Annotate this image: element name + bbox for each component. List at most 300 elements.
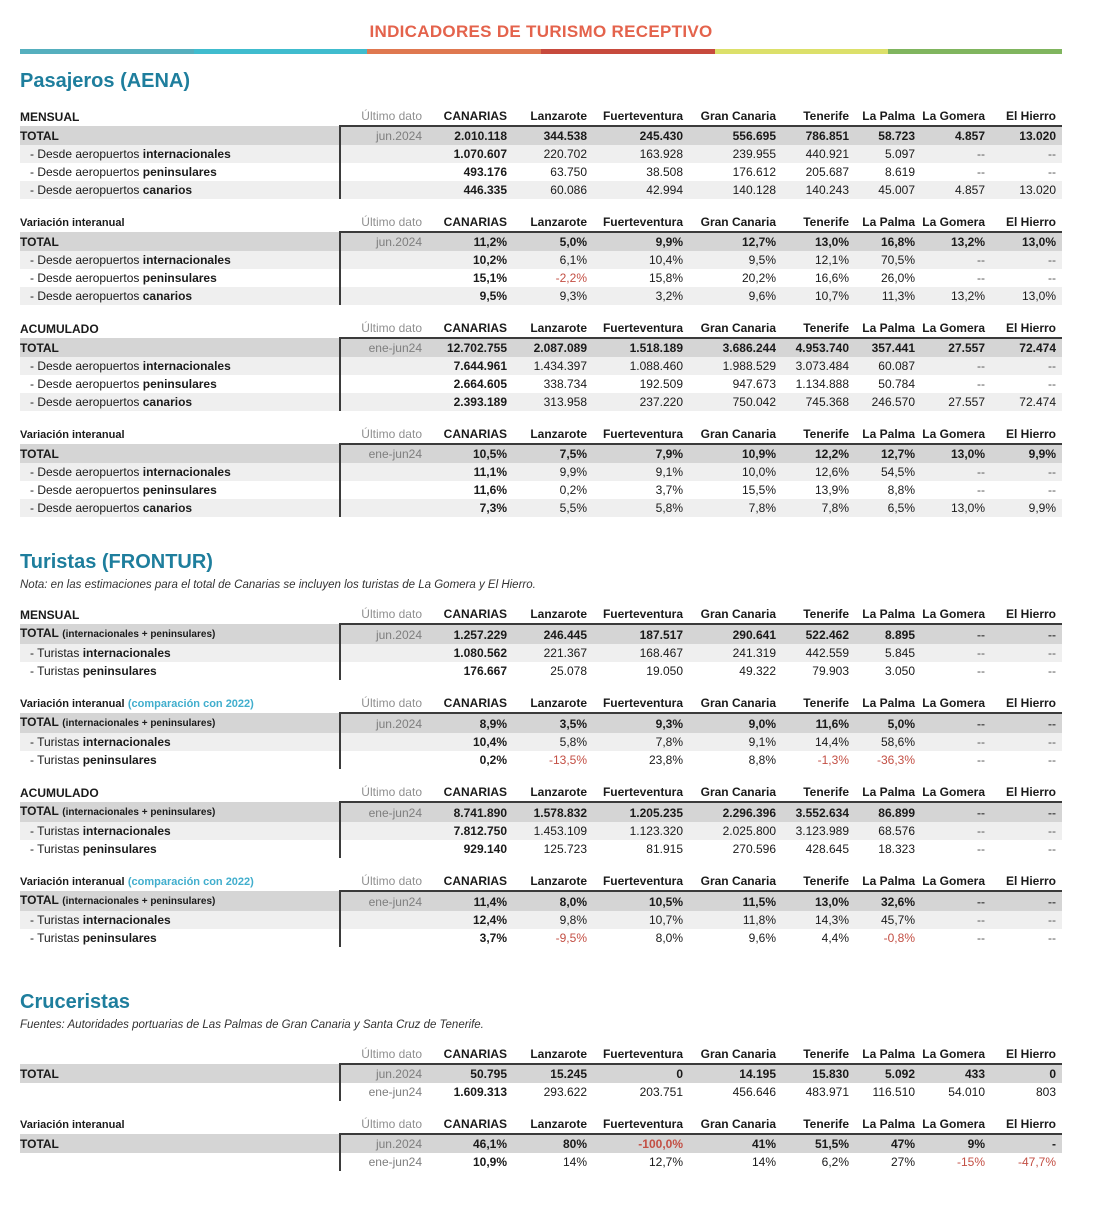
cell-value: 5.092 [884,1067,915,1081]
cell-value: -- [977,805,985,820]
table-section-label [20,872,340,891]
cell-value: 54,5% [880,465,915,479]
cell-value: 7,5% [559,447,587,461]
cell-value: -- [977,735,985,749]
cell-value: -- [1048,165,1056,179]
row-label-main: TOTAL [20,340,59,355]
table-section-label-text: MENSUAL [20,608,80,622]
row-label-prefix: - Desde aeropuertos [30,271,143,285]
cell-value: 11,1% [473,465,507,479]
cell-value: 313.958 [543,395,587,409]
cell-date [340,375,428,393]
section-note-turistas: Nota: en las estimaciones para el total de Canarias se incluyen los turistas de La Gomera y El Hierro. [20,579,536,591]
table-row [20,1064,1062,1083]
cell-value: 3,7% [655,483,683,497]
cell-value: -15% [956,1155,985,1169]
cell-value: 13,0% [950,447,985,461]
column-header: Fuerteventura [593,319,689,338]
column-header: El Hierro [991,872,1062,891]
cell-value: 6,1% [559,253,587,267]
decorative-rule [20,49,1062,54]
section-heading-cruceristas: Cruceristas [20,991,131,1013]
table-section-label [20,694,340,713]
cell-value: -- [1048,271,1056,285]
report-body [20,70,1062,1171]
cell-value: 125.723 [543,842,587,856]
row-label-main: TOTAL [20,446,59,461]
column-header: Gran Canaria [689,425,782,444]
cell-value: 72.474 [1019,341,1056,355]
cell-value: -- [1048,913,1056,927]
row-label [20,357,340,375]
column-header: La Gomera [921,872,991,891]
row-label [20,232,340,251]
cell-value: 13,0% [814,894,849,909]
cell-value: 3.686.244 [722,341,776,355]
cell-value: 556.695 [732,129,776,143]
table-row [20,1153,1062,1171]
row-label-bold: internacionales [82,824,171,838]
cell-value: 9,5% [479,289,507,303]
cell-value: 3,2% [655,289,683,303]
cell-value: 10,2% [472,253,507,267]
cell-value: 237.220 [639,395,683,409]
table-section-label-text: Variación interanual [20,876,125,888]
cell-value: 11,2% [473,235,507,249]
row-label-main: TOTAL [20,234,59,249]
table-row [20,375,1062,393]
table-header-row [20,213,1062,232]
cell-value: -- [977,913,985,927]
cell-value: 15.830 [812,1067,849,1081]
cell-value: 10,7% [814,289,849,303]
cell-value: -0,8% [883,931,915,945]
table-header-row [20,1045,1062,1064]
cell-value: 6,5% [887,501,915,515]
row-label-prefix: - Desde aeropuertos [30,183,143,197]
cell-value: 41% [751,1137,776,1151]
cell-value: 13,0% [950,501,985,515]
row-label-prefix: - Turistas [30,664,83,678]
column-header: Lanzarote [513,872,593,891]
cell-value: 26,0% [880,271,915,285]
table-header-row [20,872,1062,891]
column-header: Fuerteventura [593,213,689,232]
cell-value: 12,4% [472,913,507,927]
row-label-prefix: - Desde aeropuertos [30,253,143,267]
cell-value: 11,4% [473,894,507,909]
cell-value: 6,2% [821,1155,849,1169]
cell-value: 1.080.562 [453,646,507,660]
row-label [20,662,340,680]
cell-value: 9% [967,1137,985,1151]
row-label-bold: canarios [142,289,193,303]
column-header: La Gomera [921,1045,991,1064]
cell-value: 38.508 [646,165,683,179]
row-label-prefix: - Turistas [30,735,83,749]
cell-value: 47% [890,1137,915,1151]
cell-value: -- [1048,627,1056,642]
column-header: La Palma [855,605,921,624]
row-label [20,126,340,145]
section-heading-turistas: Turistas (FRONTUR) [20,551,213,573]
column-header: Lanzarote [513,1045,593,1064]
cell-value: 9,8% [559,913,587,927]
cell-value: 9,9% [559,465,587,479]
column-header: Fuerteventura [593,107,689,126]
row-label-prefix: - Desde aeropuertos [30,359,143,373]
table-row [20,357,1062,375]
column-header: La Gomera [921,213,991,232]
column-header: Fuerteventura [593,694,689,713]
cell-value: 239.955 [732,147,776,161]
cell-value: 3.073.484 [795,359,849,373]
cell-value: 176.612 [732,165,776,179]
cell-date [340,181,428,199]
column-header: Último dato [340,107,428,126]
cell-value: -- [1048,483,1056,497]
cell-date: jun.2024 [340,1134,428,1153]
report-table [20,872,1062,947]
cell-value: 10,5% [472,447,507,461]
column-header: Lanzarote [513,319,593,338]
row-label-suffix: (internacionales + peninsulares) [62,629,216,640]
cell-date: ene-jun24 [340,891,428,911]
column-header: CANARIAS [428,605,513,624]
cell-value: 446.335 [463,183,507,197]
cell-value: 15.245 [550,1067,587,1081]
cell-value: -- [1048,147,1056,161]
cell-value: 9,6% [748,931,776,945]
column-header: El Hierro [991,694,1062,713]
cell-value: 433 [964,1067,985,1081]
cell-value: 440.921 [805,147,849,161]
report-table [20,1115,1062,1171]
row-label [20,269,340,287]
column-header: Fuerteventura [593,1115,689,1134]
column-header: Fuerteventura [593,872,689,891]
table-row [20,840,1062,858]
cell-date [340,287,428,305]
cell-value: 456.646 [732,1085,776,1099]
cell-value: 293.622 [543,1085,587,1099]
cell-value: 79.903 [812,664,849,678]
cell-value: -- [1048,664,1056,678]
cell-value: -- [1048,359,1056,373]
row-label-bold: peninsulares [142,165,217,179]
cell-value: -1,3% [817,753,849,767]
cell-value: 8,0% [559,894,587,909]
cell-value: -- [977,664,985,678]
comparison-note: (comparación con 2022) [127,698,254,710]
cell-value: 72.474 [1019,395,1056,409]
row-label-prefix: - Desde aeropuertos [30,147,143,161]
cell-date: jun.2024 [340,624,428,644]
table-row [20,713,1062,733]
cell-date: ene-jun24 [340,802,428,822]
cell-value: 20,2% [741,271,776,285]
row-label-main: TOTAL [20,1066,59,1081]
column-header: CANARIAS [428,213,513,232]
row-label-bold: canarios [142,183,193,197]
table-section-label [20,783,340,802]
table-row [20,1083,1062,1101]
cell-value: 5.845 [884,646,915,660]
column-header: La Palma [855,107,921,126]
row-label [20,145,340,163]
column-header: Lanzarote [513,1115,593,1134]
cell-value: 483.971 [805,1085,849,1099]
table-row [20,393,1062,411]
row-label-suffix: (internacionales + peninsulares) [62,896,216,907]
column-header: El Hierro [991,107,1062,126]
cell-date [340,357,428,375]
table-row [20,1134,1062,1153]
cell-value: 13.020 [1019,129,1056,143]
cell-value: 12.702.755 [446,341,507,355]
cell-value: 13,0% [1021,235,1056,249]
cell-value: 7.644.961 [453,359,507,373]
section-cruceristas [20,991,1062,1171]
row-label-bold: peninsulares [142,377,217,391]
row-label [20,481,340,499]
table-row [20,499,1062,517]
cell-value: 60.086 [550,183,587,197]
cell-value: 14.195 [739,1067,776,1081]
column-header: Tenerife [782,107,855,126]
section-heading-pasajeros: Pasajeros (AENA) [20,70,191,92]
report-header [20,22,1062,54]
row-label-bold: canarios [142,501,193,515]
cell-value: 27.557 [948,395,985,409]
row-label-bold: internacionales [82,735,171,749]
cell-value: 80% [562,1137,587,1151]
cell-value: 3.050 [884,664,915,678]
cell-value: -- [1048,753,1056,767]
cell-value: 246.570 [871,395,915,409]
cell-value: 16,6% [814,271,849,285]
cell-value: 290.641 [732,627,776,642]
rule-segment [888,49,1062,54]
row-label [20,891,340,911]
cell-value: -- [977,165,985,179]
cell-value: 803 [1035,1085,1056,1099]
row-label [20,822,340,840]
cell-value: -- [1048,894,1056,909]
cell-value: 45,7% [880,913,915,927]
row-label [20,713,340,733]
cell-value: 12,2% [814,447,849,461]
row-label-main: TOTAL [20,1136,59,1151]
cell-value: 12,7% [648,1155,683,1169]
cell-value: 241.319 [732,646,776,660]
report-table [20,783,1062,858]
column-header: Lanzarote [513,213,593,232]
cell-date [340,840,428,858]
column-header: Último dato [340,1115,428,1134]
cell-value: 192.509 [639,377,683,391]
column-header: Tenerife [782,319,855,338]
cell-value: 0,2% [479,753,507,767]
cell-value: 245.430 [639,129,683,143]
table-row [20,662,1062,680]
row-label-main: TOTAL [20,128,59,143]
row-label-bold: canarios [142,395,193,409]
column-header: CANARIAS [428,319,513,338]
cell-value: -- [977,271,985,285]
table-row [20,891,1062,911]
cell-date [340,822,428,840]
cell-date [340,644,428,662]
table-row [20,269,1062,287]
cell-value: 27% [890,1155,915,1169]
cell-value: 1.453.109 [533,824,587,838]
cell-value: -- [1048,735,1056,749]
row-label [20,338,340,357]
row-label [20,733,340,751]
row-label [20,463,340,481]
column-header: Tenerife [782,425,855,444]
column-header: La Gomera [921,783,991,802]
column-header: La Palma [855,425,921,444]
cell-value: 4.857 [954,129,985,143]
section-turistas [20,551,1062,947]
cell-value: 0 [1049,1067,1056,1081]
cell-value: -- [977,377,985,391]
row-label-prefix: - Desde aeropuertos [30,289,143,303]
column-header: CANARIAS [428,1115,513,1134]
cell-value: 58.723 [878,129,915,143]
column-header: Tenerife [782,1045,855,1064]
row-label-prefix: - Desde aeropuertos [30,395,143,409]
cell-value: -- [977,465,985,479]
cell-value: 163.928 [639,147,683,161]
cell-value: 68.576 [878,824,915,838]
table-row [20,644,1062,662]
cell-value: 187.517 [639,627,683,642]
row-label-prefix: - Turistas [30,913,83,927]
cell-value: -2,2% [555,271,587,285]
column-header: Tenerife [782,213,855,232]
cell-value: 7,8% [655,735,683,749]
column-header: Tenerife [782,694,855,713]
table-row [20,145,1062,163]
report-table [20,213,1062,305]
cell-value: 1.609.313 [453,1085,507,1099]
row-label-bold: internacionales [142,359,231,373]
cell-value: -- [1048,377,1056,391]
row-label-main: TOTAL [20,893,59,907]
cell-value: 1.088.460 [629,359,683,373]
row-label [20,163,340,181]
cell-value: 14% [751,1155,776,1169]
cell-value: 81.915 [646,842,683,856]
cell-value: 70,5% [880,253,915,267]
table-section-label [20,605,340,624]
column-header: La Palma [855,872,921,891]
column-header: La Gomera [921,1115,991,1134]
column-header: Gran Canaria [689,1045,782,1064]
table-row [20,163,1062,181]
table-row [20,444,1062,463]
row-label [20,1083,340,1101]
cell-value: 7,9% [655,447,683,461]
table-row [20,624,1062,644]
column-header: Último dato [340,605,428,624]
rule-segment [20,49,194,54]
column-header: La Palma [855,694,921,713]
table-row [20,481,1062,499]
row-label-prefix: - Turistas [30,646,83,660]
column-header: Gran Canaria [689,1115,782,1134]
cell-value: 13,9% [814,483,849,497]
cell-value: 8,8% [748,753,776,767]
cell-value: 168.467 [639,646,683,660]
column-header: El Hierro [991,605,1062,624]
table-row [20,251,1062,269]
cell-date [340,929,428,947]
column-header: Gran Canaria [689,213,782,232]
cell-value: 9,6% [748,289,776,303]
column-header: Lanzarote [513,605,593,624]
cell-date [340,911,428,929]
column-header: CANARIAS [428,107,513,126]
cell-value: 10,7% [648,913,683,927]
cell-value: 929.140 [463,842,507,856]
column-header: CANARIAS [428,872,513,891]
cell-value: 32,6% [880,894,915,909]
row-label-suffix: (internacionales + peninsulares) [62,718,216,729]
cell-value: -- [977,646,985,660]
row-label-bold: peninsulares [82,931,157,945]
cell-value: -100,0% [638,1137,683,1151]
cell-value: 11,8% [742,913,776,927]
cell-value: 1.434.397 [533,359,587,373]
column-header: Fuerteventura [593,1045,689,1064]
cell-value: -- [977,627,985,642]
row-label [20,499,340,517]
row-label-bold: peninsulares [142,271,217,285]
row-label-bold: internacionales [82,913,171,927]
row-label-bold: internacionales [142,465,231,479]
table-row [20,232,1062,251]
cell-date [340,751,428,769]
cell-value: 51,5% [814,1137,849,1151]
cell-value: 1.988.529 [722,359,776,373]
cell-date: ene-jun24 [340,1083,428,1101]
row-label-bold: internacionales [142,253,231,267]
row-label-prefix: - Desde aeropuertos [30,377,143,391]
cell-value: 750.042 [732,395,776,409]
cell-value: 3.123.989 [795,824,849,838]
table-header-row [20,1115,1062,1134]
cell-value: 12,1% [814,253,849,267]
cell-value: 13,0% [814,235,849,249]
cell-value: 12,7% [741,235,776,249]
cell-date [340,269,428,287]
cell-value: 8,0% [655,931,683,945]
column-header: El Hierro [991,213,1062,232]
cell-value: 1.134.888 [795,377,849,391]
column-header: CANARIAS [428,1045,513,1064]
report-table [20,425,1062,517]
row-label-bold: peninsulares [142,483,217,497]
table-row [20,181,1062,199]
cell-value: 2.087.089 [533,341,587,355]
column-header: La Palma [855,319,921,338]
cell-value: 11,5% [742,894,776,909]
cell-value: 10,9% [741,447,776,461]
